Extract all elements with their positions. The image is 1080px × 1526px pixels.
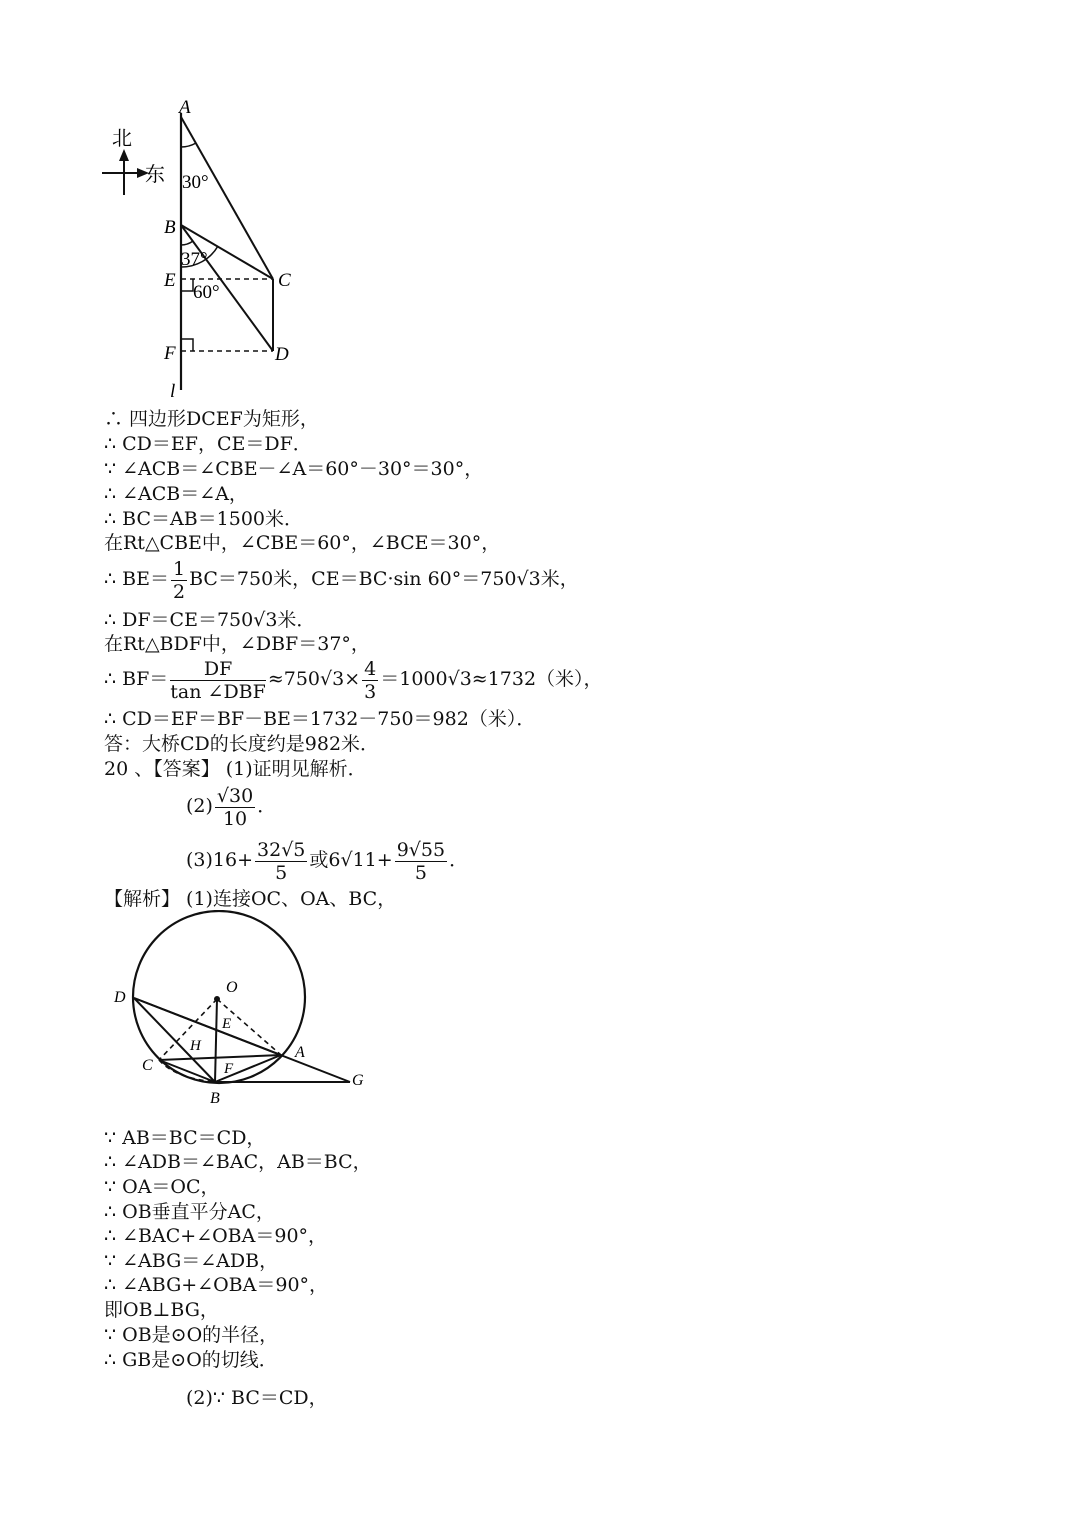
label-D: D	[275, 344, 289, 365]
be-line	[104, 556, 579, 603]
answer-3-label: (3)16+	[186, 849, 254, 871]
part-2-line: (2)∵ BC＝CD，	[186, 1387, 328, 1409]
proof-4: ∴ OB垂直平分AC，	[104, 1201, 275, 1223]
segment-OC	[159, 999, 217, 1060]
label-A: A	[295, 1044, 305, 1061]
right-angle-E	[181, 279, 193, 291]
fraction-den: tan ∠DBF	[170, 680, 266, 703]
proof-1: ∵ AB＝BC＝CD，	[104, 1127, 266, 1149]
bf-prefix: ∴ BF＝	[104, 668, 169, 690]
fraction-num: 32√5	[257, 838, 306, 861]
answer-3-end: ．	[449, 849, 469, 871]
line-3: ∵ ∠ACB＝∠CBE－∠A＝60°－30°＝30°，	[104, 458, 484, 480]
fraction-num: DF	[170, 658, 266, 681]
line-4: ∴ ∠ACB＝∠A，	[104, 483, 248, 505]
line-2: ∴ CD＝EF，CE＝DF．	[104, 433, 312, 455]
answer-3	[186, 834, 468, 886]
proof-8: 即OB⊥BG，	[104, 1299, 219, 1321]
fraction-sqrt30	[215, 785, 255, 830]
answer-3-mid: 或6√11+	[309, 849, 393, 871]
proof-3: ∵ OA＝OC，	[104, 1176, 220, 1198]
label-F: F	[224, 1061, 234, 1077]
be-rest: BC＝750米，CE＝BC·sin 60°＝750√3米，	[189, 568, 579, 590]
answer-2	[186, 780, 276, 832]
analysis-line: 【解析】 (1)连接OC、OA、BC，	[104, 888, 397, 910]
fraction-den: 2	[172, 580, 186, 603]
right-angle-F	[181, 339, 193, 351]
label-O: O	[226, 979, 238, 996]
label-l: l	[170, 381, 176, 402]
rt-bdf-line: 在Rt△BDF中，∠DBF＝37°，	[104, 633, 370, 655]
angle-60-label: 60°	[193, 282, 220, 303]
label-F: F	[164, 343, 176, 364]
angle-30-label: 30°	[182, 172, 209, 193]
proof-5: ∴ ∠BAC+∠OBA＝90°，	[104, 1225, 328, 1247]
segment-CB	[159, 1060, 215, 1082]
label-E: E	[164, 270, 176, 291]
proof-9: ∵ OB是⊙O的半径，	[104, 1324, 279, 1346]
line-5: ∴ BC＝AB＝1500米．	[104, 508, 304, 530]
label-C: C	[142, 1057, 153, 1074]
df-line: ∴ DF＝CE＝750√3米．	[104, 609, 316, 631]
fraction-four-thirds	[362, 658, 378, 703]
be-prefix: ∴ BE＝	[104, 568, 169, 590]
bf-rest: ＝1000√3≈1732（米），	[380, 668, 603, 690]
proof-6: ∵ ∠ABG＝∠ADB，	[104, 1250, 279, 1272]
label-E: E	[222, 1016, 232, 1032]
proof-2: ∴ ∠ADB＝∠BAC，AB＝BC，	[104, 1151, 372, 1173]
north-label: 北	[112, 128, 132, 150]
answer-line: 答：大桥CD的长度约是982米．	[104, 733, 380, 755]
bf-line	[104, 655, 603, 703]
label-B: B	[164, 217, 176, 238]
bf-mid: ≈750√3×	[267, 668, 361, 690]
fraction-den: 5	[275, 861, 288, 884]
label-G: G	[352, 1072, 364, 1089]
fraction-num: 4	[364, 657, 377, 680]
cd-line: ∴ CD＝EF＝BF－BE＝1732－750＝982（米）．	[104, 708, 536, 730]
fraction-half	[171, 558, 187, 603]
fraction-df-tan	[170, 658, 266, 703]
answer-2-end: ．	[257, 795, 277, 817]
angle-arc-A	[181, 143, 196, 147]
figure-circle	[105, 910, 375, 1110]
proof-7: ∴ ∠ABG+∠OBA＝90°，	[104, 1274, 329, 1296]
east-label: 东	[145, 164, 165, 186]
angle-37-label: 37°	[181, 249, 208, 270]
label-C: C	[278, 270, 291, 291]
label-D: D	[114, 989, 126, 1006]
answer-2-label: (2)	[186, 795, 213, 817]
fraction-num: √30	[216, 784, 254, 807]
line-1: ∴ 四边形DCEF为矩形，	[104, 408, 319, 430]
q20-line: 20 、【答案】 (1)证明见解析．	[104, 758, 367, 780]
fraction-den: 10	[222, 807, 248, 830]
line-6: 在Rt△CBE中，∠CBE＝60°，∠BCE＝30°，	[104, 532, 501, 554]
fraction-den: 5	[414, 861, 427, 884]
figure-bridge	[95, 95, 325, 405]
label-A: A	[179, 97, 191, 118]
fraction-den: 3	[364, 680, 377, 703]
compass-north-arrow	[119, 149, 129, 161]
fraction-32sqrt5	[255, 839, 307, 884]
label-B: B	[210, 1090, 220, 1107]
point-O	[214, 996, 220, 1002]
fraction-num: 1	[172, 557, 186, 580]
proof-10: ∴ GB是⊙O的切线．	[104, 1349, 278, 1371]
angle-arc-B37	[181, 241, 193, 245]
label-H: H	[190, 1038, 201, 1054]
fraction-num: 9√55	[396, 838, 446, 861]
segment-DA	[134, 998, 281, 1055]
segment-OB	[215, 999, 217, 1082]
segment-CA	[159, 1055, 281, 1060]
fraction-9sqrt55	[395, 839, 447, 884]
